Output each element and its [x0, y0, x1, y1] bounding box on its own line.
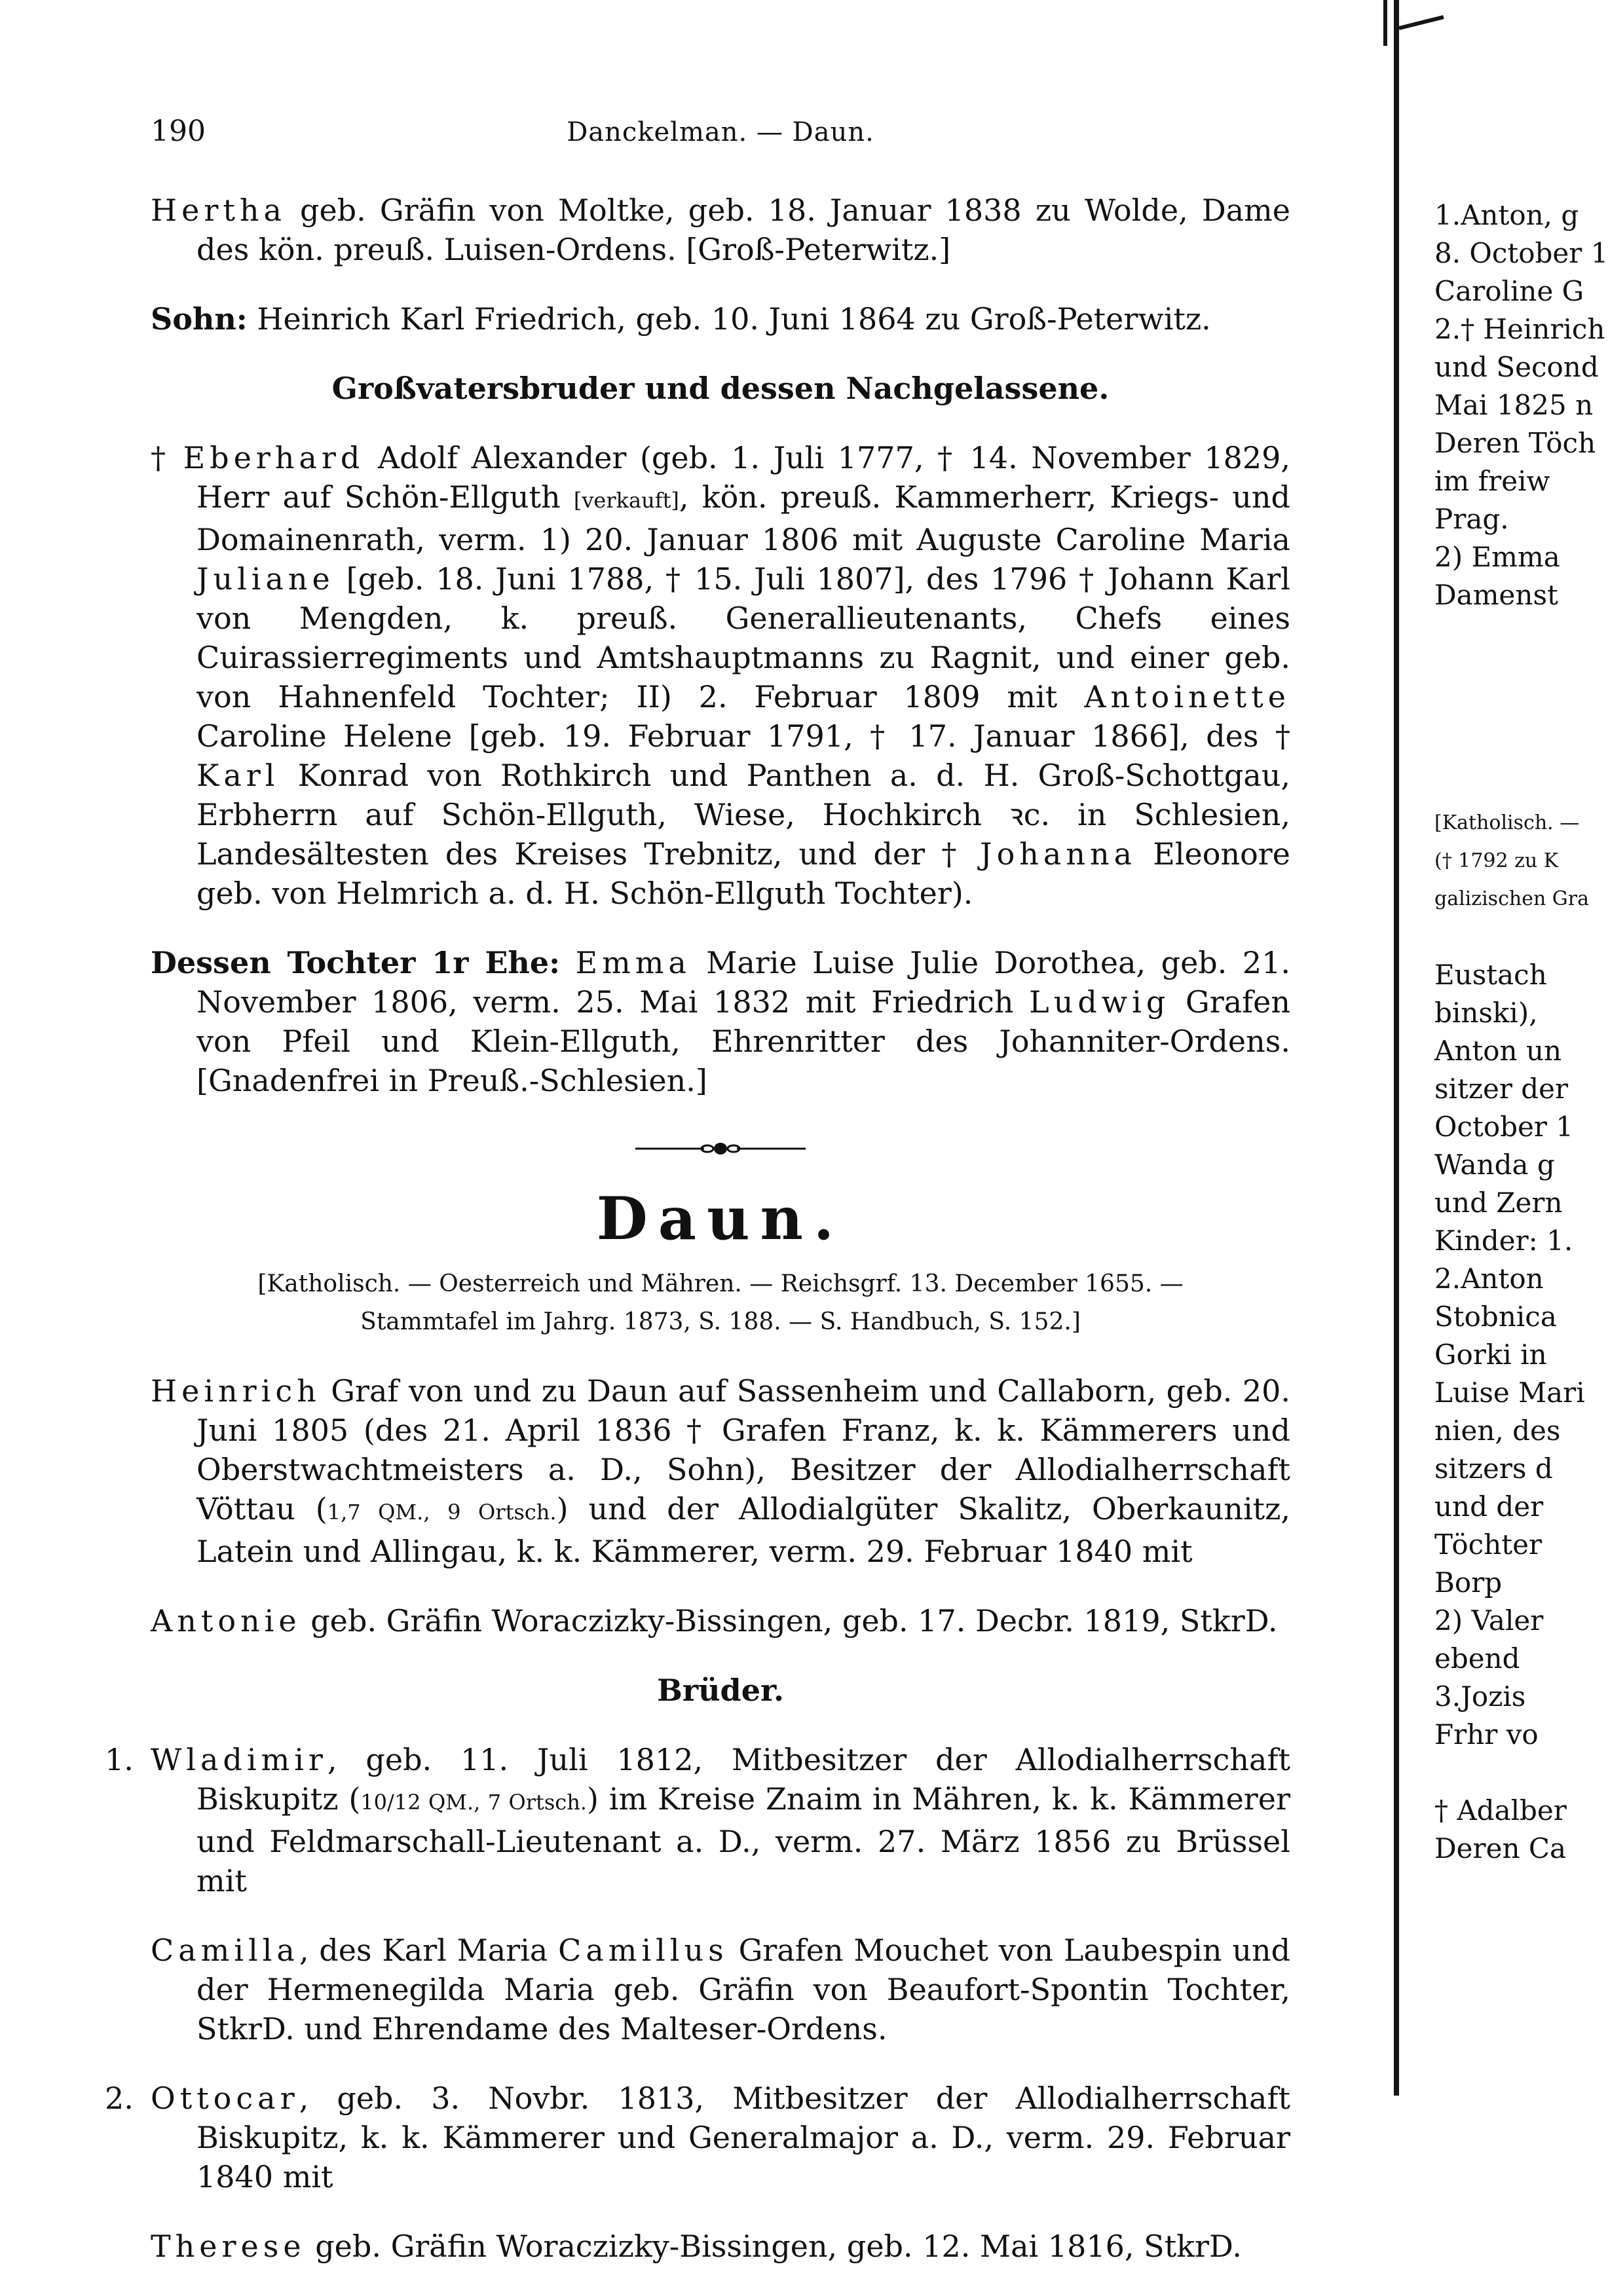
adjacent-page-line: [Katholisch. —	[1434, 811, 1580, 834]
entry-text: Adolf Alexander (geb. 1. Juli 1777, † 14. November 1829, Herr auf Schön-Ellguth	[196, 440, 1291, 515]
entry-text: Konrad von Rothkirch und Panthen a. d. H. Groß-Schottgau, Erbherrn auf Schön-Ellguth, Wiese, Hochkirch ꝛc. in Schlesien, Landesältesten des Kreises Trebnitz, und der †	[196, 758, 1290, 872]
person-name: Antoinette	[1084, 679, 1290, 714]
entry-wladimir: 1. Wladimir, geb. 11. Juli 1812, Mitbesitzer der Allodialherrschaft Biskupitz (10/12 QM., 7 Ortsch.) im Kreise Znaim in Mähren, k. k. Kämmerer und Feldmarschall-Lieutenant a. D., verm. 27. März 1856 zu Brüssel mit	[105, 1742, 1290, 1898]
adjacent-page-line: October 1	[1434, 1111, 1574, 1143]
adjacent-page-line: nien, des	[1434, 1415, 1561, 1447]
entry-text: , des Karl Maria	[299, 1933, 548, 1968]
entry-text: , kön. preuß. Kammerherr, Kriegs- und Domainenrath, verm. 1) 20. Januar 1806 mit Auguste Caroline Maria	[196, 479, 1291, 557]
person-name: Wladimir	[151, 1742, 327, 1777]
entry-text: geb. Gräfin Woraczizky-Bissingen, geb. 12. Mai 1816, StkrD.	[315, 2229, 1242, 2264]
adjacent-page-fragment	[1434, 196, 1608, 1965]
person-name: Johanna	[980, 836, 1137, 872]
entry-text: Grafen Mouchet von Laubespin und der Hermenegilda Maria geb. Gräfin von Beaufort-Spontin Tochter, StkrD. und Ehrendame des Malteser-Ordens.	[196, 1933, 1291, 2046]
adjacent-page-line: 8. October 1	[1434, 237, 1608, 269]
adjacent-page-line: Damenst	[1434, 579, 1558, 611]
page-gutter-line	[1394, 0, 1399, 2096]
adjacent-page-line	[1434, 614, 1572, 652]
entry-eberhard	[151, 438, 1290, 913]
entry-note: [verkauft]	[573, 488, 679, 513]
entry-text: , geb. 3. Novbr. 1813, Mitbesitzer der Allodialherrschaft Biskupitz, k. k. Kämmerer und Generalmajor a. D., verm. 29. Februar 1840 mit	[196, 2081, 1290, 2194]
adjacent-page-line: Prag.	[1434, 503, 1509, 535]
adjacent-page-line	[1434, 766, 1572, 804]
adjacent-page-line	[1434, 652, 1572, 690]
adjacent-page-line: und Zern	[1434, 1187, 1563, 1219]
entry-sohn	[151, 299, 1290, 339]
ornament-divider-icon	[635, 1141, 806, 1157]
entry-label: Sohn:	[151, 301, 248, 337]
adjacent-page-line: 2.Anton	[1434, 1263, 1544, 1295]
adjacent-page-line: Deren Ca	[1434, 1832, 1567, 1864]
adjacent-page-line: und Second	[1434, 351, 1599, 383]
entry-text: ) im Kreise Znaim in Mähren, k. k. Kämmerer und Feldmarschall-Lieutenant a. D., verm. 27. März 1856 zu Brüssel mit	[196, 1781, 1290, 1898]
adjacent-page-line: Anton un	[1434, 1035, 1562, 1067]
adjacent-page-line: Eustach	[1434, 959, 1547, 991]
adjacent-page-line: galizischen Gra	[1434, 887, 1590, 910]
person-name: Hertha	[151, 193, 286, 228]
adjacent-page-line: † Adalber	[1434, 1794, 1567, 1826]
running-title: Danckelman. — Daun.	[567, 117, 874, 147]
entry-text: , geb. 11. Juli 1812, Mitbesitzer der Allodialherrschaft Biskupitz (	[196, 1742, 1290, 1817]
adjacent-page-line	[1434, 690, 1572, 728]
adjacent-page-line: Kinder: 1.	[1434, 1225, 1573, 1257]
entry-text: Eleonore geb. von Helmrich a. d. H. Schön-Ellguth Tochter).	[196, 836, 1290, 911]
entry-camilla	[151, 1931, 1290, 2048]
person-name: Antonie	[151, 1603, 301, 1639]
adjacent-page-line: Stobnica	[1434, 1301, 1557, 1333]
adjacent-page-line: Wanda g	[1434, 1149, 1555, 1181]
entry-text: geb. Gräfin von Moltke, geb. 18. Januar 1838 zu Wolde, Dame des kön. preuß. Luisen-Ordens. [Groß-Peterwitz.]	[196, 193, 1290, 267]
gutter-mark	[1383, 0, 1387, 46]
person-name: Eberhard	[183, 440, 365, 475]
entry-text: Marie Luise Julie Dorothea, geb. 21. November 1806, verm. 25. Mai 1832 mit Friedrich	[196, 945, 1290, 1020]
adjacent-page-line: 3.Jozis	[1434, 1680, 1526, 1713]
entry-text: Heinrich Karl Friedrich, geb. 10. Juni 1864 zu Groß-Peterwitz.	[257, 301, 1211, 337]
running-header	[151, 115, 1290, 160]
page-number: 190	[151, 115, 206, 148]
adjacent-page-line: Mai 1825 n	[1434, 389, 1594, 421]
person-name: Juliane	[196, 561, 335, 597]
section-meta-line: Stammtafel im Jahrg. 1873, S. 188. — S. Handbuch, S. 152.]	[360, 1308, 1081, 1335]
adjacent-page-line: und der	[1434, 1491, 1544, 1523]
entry-note: 1,7 QM., 9 Ortsch.	[327, 1500, 557, 1525]
entry-label: Dessen Tochter 1r Ehe:	[151, 945, 561, 980]
adjacent-page-line: Borp	[1434, 1566, 1503, 1599]
person-name: Ottocar	[151, 2081, 299, 2116]
adjacent-page-line: Töchter	[1434, 1528, 1543, 1561]
adjacent-page-line: sitzers d	[1434, 1453, 1553, 1485]
person-name: Karl	[196, 758, 280, 793]
entry-text: Grafen von Pfeil und Klein-Ellguth, Ehrenritter des Johanniter-Ordens. [Gnadenfrei in Preuß.-Schlesien.]	[196, 984, 1290, 1098]
person-name: Emma	[575, 945, 691, 980]
entry-note: 10/12 QM., 7 Ortsch.	[360, 1790, 587, 1815]
entry-ottocar: 2. Ottocar, geb. 3. Novbr. 1813, Mitbesitzer der Allodialherrschaft Biskupitz, k. k. Kämmerer und Generalmajor a. D., verm. 29. Februar 1840 mit	[105, 2081, 1290, 2194]
adjacent-page-line: Caroline G	[1434, 275, 1584, 307]
entry-tochter	[151, 943, 1290, 1100]
entry-hertha	[151, 191, 1290, 269]
adjacent-page-line: 2.† Heinrich	[1434, 313, 1605, 345]
section-title: Daun.	[596, 1184, 845, 1253]
subheading: Brüder.	[656, 1673, 785, 1708]
book-page	[105, 115, 1291, 2296]
person-name: Ludwig	[1029, 984, 1170, 1020]
gutter-mark	[1398, 15, 1444, 30]
adjacent-page-line: 2) Emma	[1434, 541, 1560, 573]
adjacent-page-line: Deren Töch	[1434, 427, 1596, 459]
adjacent-page-line: 1.Anton, g	[1434, 199, 1579, 231]
adjacent-page-line	[1434, 728, 1572, 766]
entry-text: Graf von und zu Daun auf Sassenheim und Callaborn, geb. 20. Juni 1805 (des 21. April 1836 † Grafen Franz, k. k. Kämmerers und Oberstwachtmeisters a. D., Sohn), Besitzer der Allodialherrschaft Vöttau (	[196, 1373, 1290, 1527]
entry-antonie	[151, 1601, 1290, 1640]
adjacent-page-line	[1434, 1754, 1572, 1792]
adjacent-page-line: im freiw	[1434, 465, 1550, 497]
entry-heinrich	[151, 1371, 1290, 1571]
entry-therese	[151, 2227, 1290, 2266]
dagger-symbol: †	[151, 440, 170, 475]
entry-text: ) und der Allodialgüter Skalitz, Oberkaunitz, Latein und Allingau, k. k. Kämmerer, verm. 29. Februar 1840 mit	[196, 1491, 1291, 1569]
entry-text: geb. Gräfin Woraczizky-Bissingen, geb. 17. Decbr. 1819, StkrD.	[310, 1603, 1278, 1639]
adjacent-page-line: Luise Mari	[1434, 1377, 1585, 1409]
adjacent-page-line: binski),	[1434, 997, 1538, 1029]
person-name: Camillus	[558, 1933, 728, 1968]
subheading: Großvatersbruder und dessen Nachgelassene.	[331, 371, 1110, 406]
adjacent-page-line: 2) Valer	[1434, 1604, 1544, 1637]
entry-text: Caroline Helene [geb. 19. Februar 1791, † 17. Januar 1866], des †	[196, 718, 1290, 754]
entry-text: [geb. 18. Juni 1788, † 15. Juli 1807], des 1796 † Johann Karl von Mengden, k. preuß. Generallieutenants, Chefs eines Cuirassierregiments und Amtshauptmanns zu Ragnit, und einer geb. von Hahnenfeld Tochter; II) 2. Februar 1809 mit	[196, 561, 1291, 714]
adjacent-page-line: Gorki in	[1434, 1339, 1547, 1371]
adjacent-page-line: Frhr vo	[1434, 1718, 1539, 1750]
adjacent-page-line	[1434, 918, 1572, 956]
adjacent-page-line: ebend	[1434, 1642, 1520, 1675]
adjacent-page-line: († 1792 zu K	[1434, 849, 1559, 872]
person-name: Therese	[151, 2229, 306, 2264]
person-name: Heinrich	[151, 1373, 321, 1409]
adjacent-page-line: sitzer der	[1434, 1073, 1569, 1105]
section-meta-line: [Katholisch. — Oesterreich und Mähren. — Reichsgrf. 13. December 1655. —	[257, 1270, 1184, 1297]
person-name: Camilla	[151, 1933, 299, 1968]
